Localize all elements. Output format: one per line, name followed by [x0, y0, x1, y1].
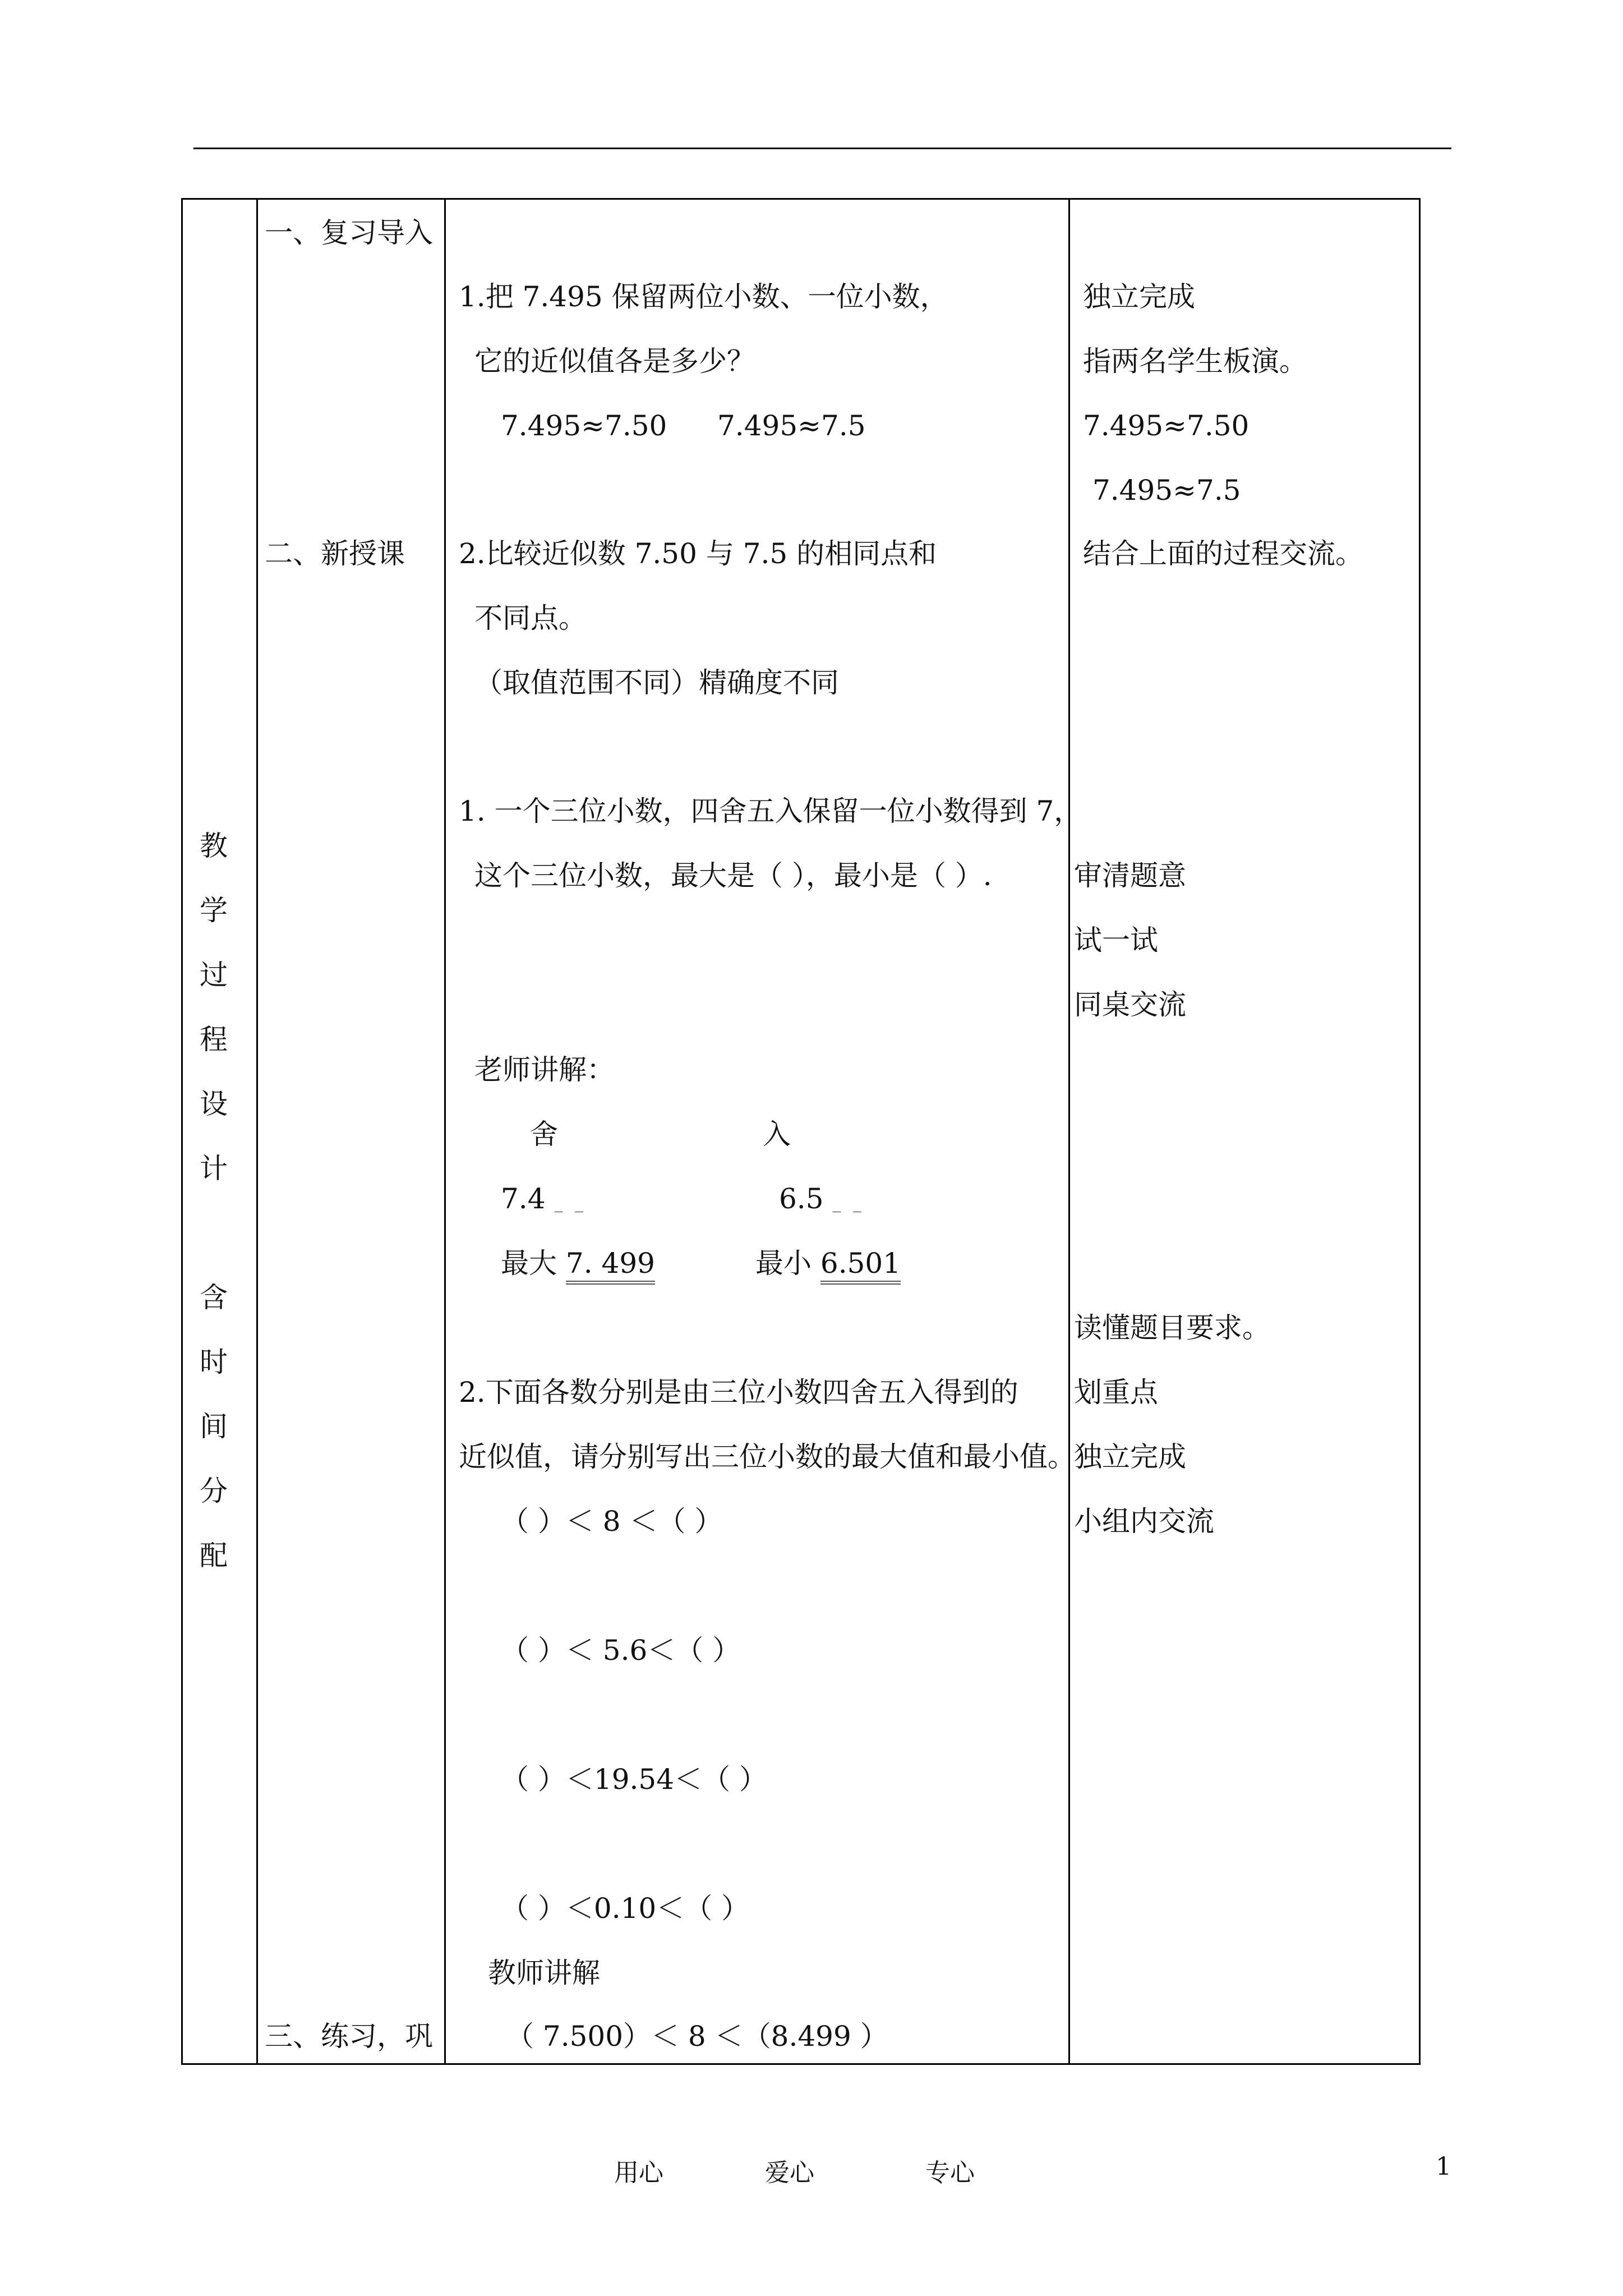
- vertical-char: 间: [200, 1410, 228, 1443]
- activity-7: 试一试: [1074, 924, 1158, 956]
- section-review: 一、复习导入: [265, 217, 433, 249]
- table-bottom-border: [181, 2063, 1421, 2065]
- col-divider-3: [1068, 198, 1070, 2065]
- section-practice: 三、练习，巩: [265, 2020, 433, 2053]
- vertical-char: 分: [200, 1475, 228, 1507]
- ru-number: 6.5: [779, 1182, 824, 1215]
- activity-4: 7.495≈7.5: [1092, 474, 1241, 507]
- vertical-char: 设: [200, 1088, 228, 1120]
- activity-9: 读懂题目要求。: [1074, 1312, 1270, 1344]
- activity-2: 指两名学生板演。: [1083, 345, 1307, 378]
- vertical-char: 时: [200, 1346, 228, 1378]
- header-rule: [193, 148, 1451, 149]
- col-divider-2: [444, 198, 446, 2065]
- activity-3: 7.495≈7.50: [1083, 409, 1249, 442]
- footer-text-3: 专心: [925, 2159, 975, 2187]
- min-answer: [755, 1246, 901, 1280]
- activity-1: 独立完成: [1083, 280, 1195, 313]
- vertical-char: 学: [200, 894, 228, 927]
- blank-row-1: （ ）＜ 8 ＜（ ）: [501, 1505, 723, 1538]
- ex1-line1: 1. 一个三位小数，四舍五入保留一位小数得到 7，: [459, 795, 1082, 827]
- q1-line2: 它的近似值各是多少？: [474, 345, 755, 378]
- q1-line1: 1.把 7.495 保留两位小数、一位小数，: [459, 280, 948, 313]
- blank-row-3: （ ）＜19.54＜（ ）: [501, 1763, 767, 1796]
- final-answer: （ 7.500）＜ 8 ＜（8.499 ）: [506, 2020, 888, 2053]
- activity-11: 独立完成: [1074, 1441, 1186, 1473]
- q2-line1: 2.比较近似数 7.50 与 7.5 的相同点和: [459, 537, 937, 570]
- table-top-border: [181, 198, 1421, 200]
- she-number: 7.4: [501, 1182, 546, 1215]
- min-value: 6.501: [820, 1247, 901, 1280]
- ru-value: [779, 1182, 865, 1220]
- blank-row-2: （ ）＜ 5.6＜（ ）: [501, 1634, 741, 1667]
- q1-answer-a: 7.495≈7.50: [501, 409, 667, 442]
- activity-8: 同桌交流: [1074, 988, 1186, 1021]
- q2-line2: 不同点。: [474, 602, 587, 634]
- section-new-lesson: 二、新授课: [265, 537, 405, 570]
- label-she: 舍: [530, 1118, 558, 1151]
- ex1-line2: 这个三位小数，最大是（ ），最小是（ ）.: [474, 859, 992, 892]
- activity-12: 小组内交流: [1074, 1505, 1214, 1538]
- ex2-line1: 2.下面各数分别是由三位小数四舍五入得到的: [459, 1376, 1018, 1409]
- she-dashes: _ _: [554, 1193, 587, 1213]
- activity-10: 划重点: [1074, 1376, 1158, 1409]
- label-ru: 入: [763, 1118, 791, 1151]
- vertical-char: 教: [200, 830, 228, 862]
- col-divider-1: [256, 198, 258, 2065]
- q2-answer: （取值范围不同）精确度不同: [474, 666, 839, 699]
- max-answer: [501, 1246, 655, 1280]
- page-number: 1: [1436, 2152, 1451, 2181]
- activity-5: 结合上面的过程交流。: [1083, 537, 1363, 570]
- footer-text-2: 爱心: [765, 2159, 814, 2187]
- max-value: 7. 499: [565, 1247, 655, 1280]
- table-right-border: [1419, 198, 1421, 2065]
- min-label: 最小: [755, 1247, 811, 1280]
- she-value: [501, 1182, 587, 1220]
- teacher-explain-2: 教师讲解: [488, 1957, 600, 1989]
- footer-text-1: 用心: [614, 2159, 663, 2187]
- table-left-border: [181, 198, 183, 2065]
- ru-dashes: _ _: [832, 1193, 865, 1213]
- max-label: 最大: [501, 1247, 557, 1280]
- vertical-char: 含: [200, 1281, 228, 1314]
- vertical-char: 配: [200, 1539, 228, 1572]
- blank-row-4: （ ）＜0.10＜（ ）: [501, 1892, 750, 1925]
- teacher-explain: 老师讲解：: [474, 1053, 615, 1086]
- activity-6: 审清题意: [1074, 859, 1186, 892]
- q1-answer-b: 7.495≈7.5: [717, 409, 866, 442]
- ex2-line2: 近似值，请分别写出三位小数的最大值和最小值。: [459, 1441, 1076, 1473]
- vertical-char: 过: [200, 959, 228, 991]
- vertical-char: 计: [200, 1152, 228, 1185]
- vertical-char: 程: [200, 1023, 228, 1056]
